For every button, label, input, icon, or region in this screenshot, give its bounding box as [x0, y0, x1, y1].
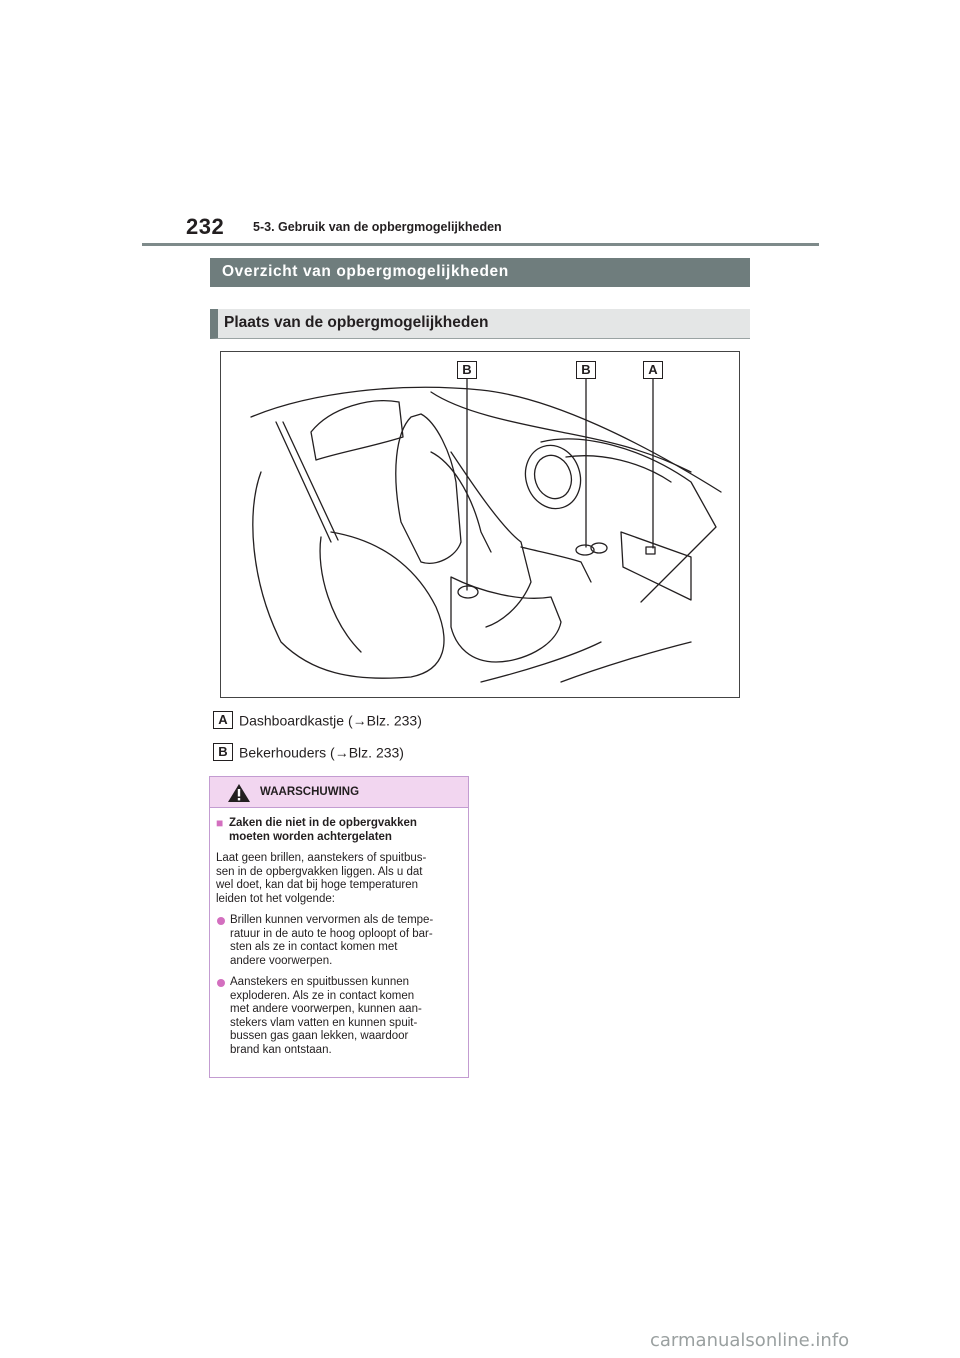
bullet-line: exploderen. Als ze in contact komen [230, 989, 415, 1002]
bullet-line: sten als ze in contact komen met [230, 941, 398, 953]
bullet-line: Aanstekers en spuitbussen kunnen [230, 976, 410, 988]
legend-key: A [213, 711, 233, 729]
warning-subheading [216, 817, 462, 844]
bullet-line: met andere voorwerpen, kunnen aan- [230, 1003, 422, 1015]
main-heading: Overzicht van opbergmogelijkheden [210, 258, 750, 287]
paragraph-line: wel doet, kan dat bij hoge temperaturen [216, 879, 419, 891]
warning-triangle-icon [227, 783, 251, 803]
warning-title: WAARSCHUWING [260, 786, 360, 798]
legend-item-a [213, 711, 422, 731]
page-number: 232 [186, 214, 225, 239]
legend-key: B [213, 743, 233, 761]
callout-b-right: B [576, 361, 596, 379]
warning-bullet-glasses [216, 914, 462, 968]
legend-text: Bekerhouders (→Blz. 233) [239, 744, 404, 761]
car-interior-drawing [221, 352, 739, 697]
warning-box [209, 776, 469, 1078]
bullet-line: brand kan ontstaan. [230, 1043, 332, 1056]
watermark: carmanualsonline.info [650, 1330, 850, 1351]
bullet-dot-icon [217, 917, 225, 925]
paragraph-line: sen in de opbergvakken liggen. Als u dat [216, 865, 423, 878]
section-title: 5-3. Gebruik van de opbergmogelijkheden [253, 220, 502, 234]
bullet-line: Brillen kunnen vervormen als de tempe- [230, 914, 434, 926]
bullet-dot-icon [217, 979, 225, 987]
subheading-line: Zaken die niet in de opbergvakken [229, 817, 417, 829]
bullet-line: andere voorwerpen. [230, 954, 333, 967]
legend-item-b [213, 743, 404, 763]
warning-bullet-lighters [216, 976, 462, 1057]
square-bullet-icon: ■ [216, 816, 224, 830]
warning-paragraph [216, 852, 462, 906]
callout-b-left: B [457, 361, 477, 379]
subheading-line: moeten worden achtergelaten [229, 830, 392, 843]
warning-header [210, 777, 468, 808]
bullet-line: ratuur in de auto te hoog oploopt of bar- [230, 927, 433, 940]
paragraph-line: leiden tot het volgende: [216, 892, 335, 905]
paragraph-line: Laat geen brillen, aanstekers of spuitbus- [216, 852, 427, 864]
header-divider [142, 243, 819, 246]
legend-text: Dashboardkastje (→Blz. 233) [239, 712, 422, 729]
car-interior-illustration [220, 351, 740, 698]
callout-a: A [643, 361, 663, 379]
bullet-line: bussen gas gaan lekken, waardoor [230, 1030, 409, 1042]
bullet-line: stekers vlam vatten en kunnen spuit- [230, 1016, 418, 1029]
sub-heading: Plaats van de opbergmogelijkheden [210, 309, 750, 339]
